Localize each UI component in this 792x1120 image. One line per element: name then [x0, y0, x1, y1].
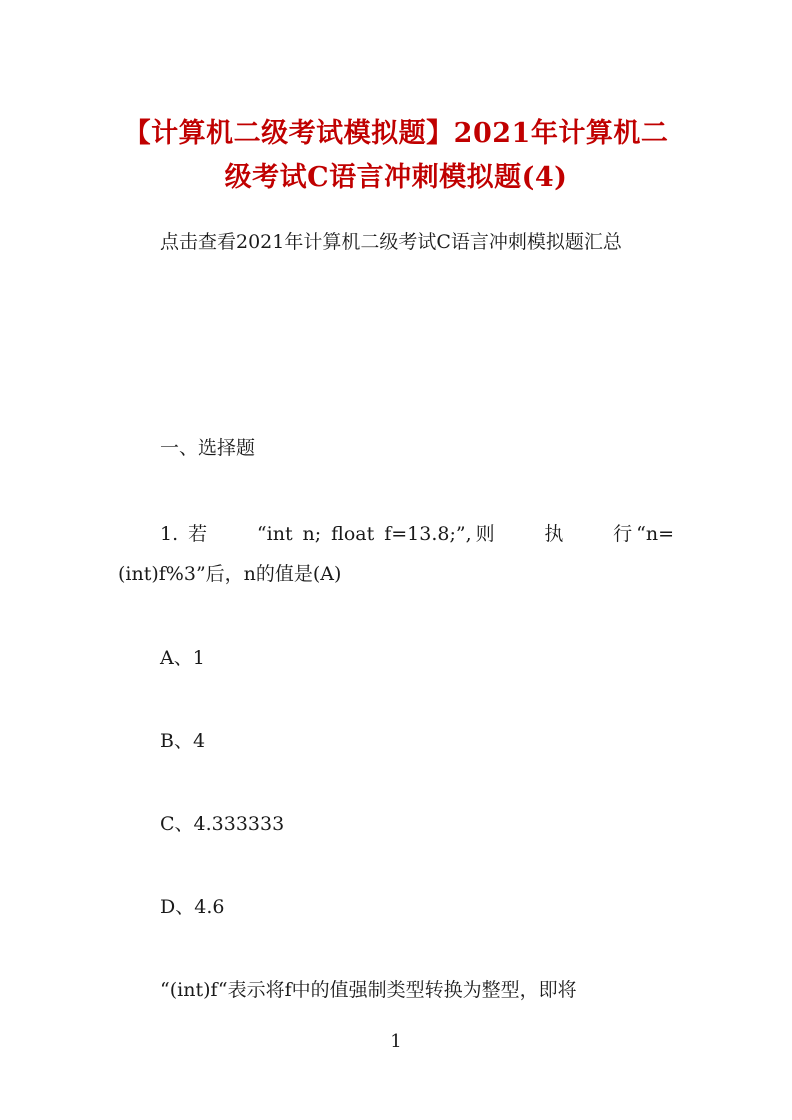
intro-link-text[interactable]: 点击查看2021年计算机二级考试C语言冲刺模拟题汇总	[160, 231, 622, 253]
document-title: 【计算机二级考试模拟题】2021年计算机二级考试C语言冲刺模拟题(4)	[123, 118, 669, 193]
explanation-text: “(int)f“表示将f中的值强制类型转换为整型，即将	[160, 979, 577, 1001]
page-number: 1	[390, 1031, 402, 1052]
option-c: C、4.333333	[160, 813, 285, 835]
option-a: A、1	[160, 647, 205, 669]
question-1-stem: 1. 若 “int n; float f=13.8;”,则 执 行“n=(int)f%3”后，n的值是(A)	[118, 523, 674, 585]
section-heading: 一、选择题	[160, 437, 256, 459]
option-b: B、4	[160, 730, 206, 752]
option-d: D、4.6	[160, 896, 225, 918]
